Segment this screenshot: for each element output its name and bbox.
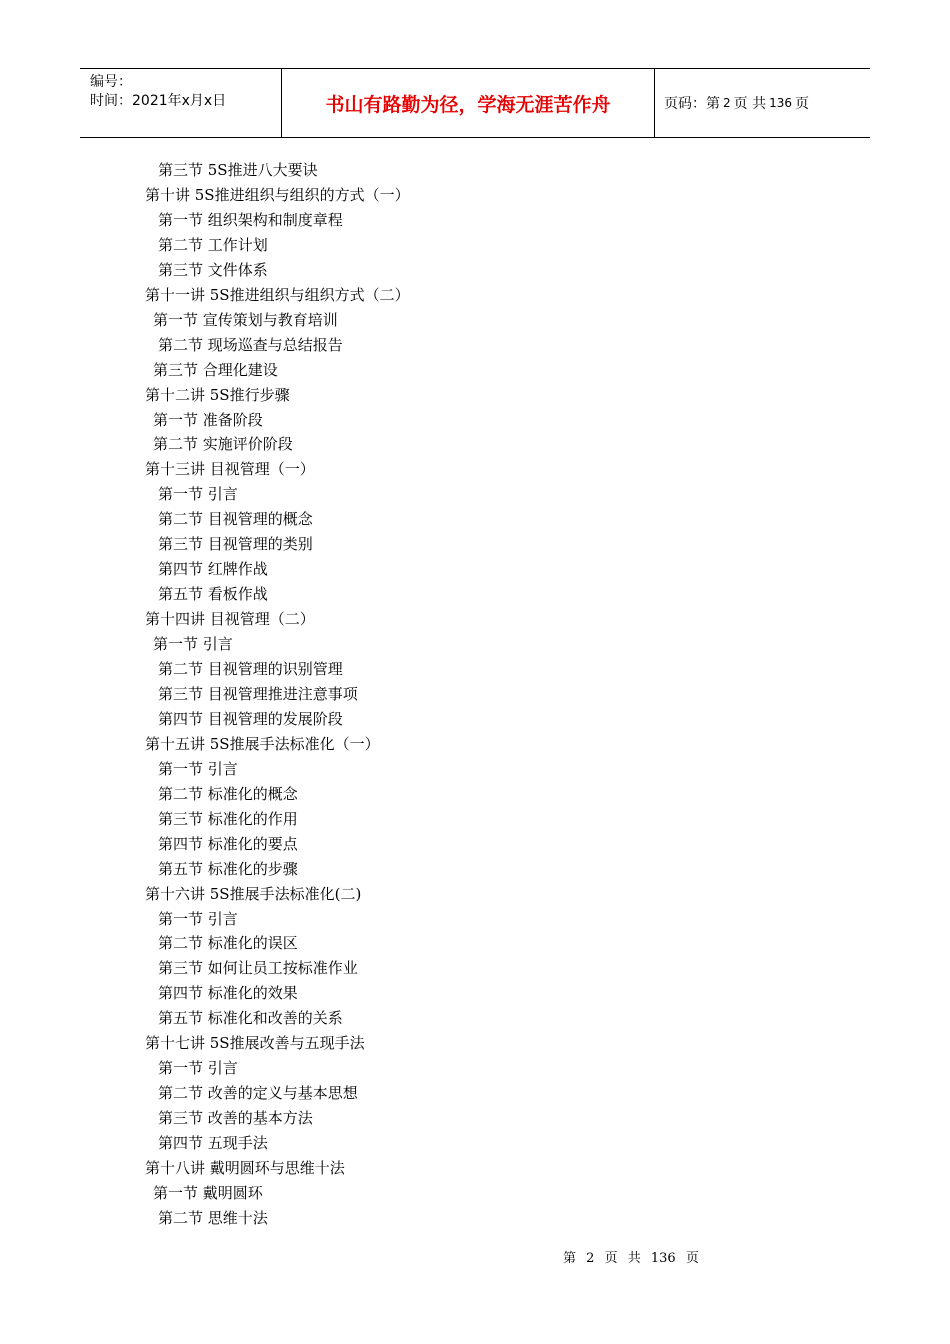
toc-section: 第四节 五现手法 bbox=[158, 1134, 268, 1153]
toc-section: 第二节 实施评价阶段 bbox=[153, 435, 293, 454]
page-suffix: 页 bbox=[795, 96, 809, 112]
page-footer bbox=[563, 1247, 705, 1266]
toc-section: 第三节 目视管理的类别 bbox=[158, 535, 313, 554]
toc-section: 第二节 现场巡查与总结报告 bbox=[158, 335, 343, 354]
toc-lecture: 第十六讲 5S推展手法标准化(二) bbox=[145, 884, 362, 903]
toc-section: 第四节 目视管理的发展阶段 bbox=[158, 709, 343, 728]
toc-section: 第一节 引言 bbox=[158, 909, 238, 928]
toc-section: 第一节 引言 bbox=[153, 635, 233, 654]
toc-lecture: 第十七讲 5S推展改善与五现手法 bbox=[145, 1034, 365, 1053]
footer-prefix: 第 bbox=[563, 1251, 577, 1266]
page-header bbox=[80, 68, 870, 138]
toc-section: 第四节 标准化的效果 bbox=[158, 984, 298, 1003]
toc-lecture: 第十一讲 5S推进组织与组织方式（二） bbox=[145, 285, 410, 304]
page-current: 2 bbox=[723, 96, 731, 110]
toc-section: 第三节 标准化的作用 bbox=[158, 809, 298, 828]
toc-section: 第二节 思维十法 bbox=[158, 1208, 268, 1227]
toc-section: 第三节 改善的基本方法 bbox=[158, 1109, 313, 1128]
toc-section: 第二节 目视管理的识别管理 bbox=[158, 660, 343, 678]
toc-section: 第四节 红牌作战 bbox=[158, 560, 268, 579]
footer-suffix: 页 bbox=[685, 1251, 699, 1266]
toc-section: 第三节 如何让员工按标准作业 bbox=[158, 959, 358, 978]
time-label: 时间：2021年x月x日 bbox=[90, 93, 227, 109]
toc-section: 第一节 引言 bbox=[158, 485, 238, 504]
toc-section: 第一节 戴明圆环 bbox=[153, 1183, 263, 1202]
header-divider bbox=[654, 69, 655, 137]
toc-section: 第二节 工作计划 bbox=[158, 235, 268, 254]
toc-section: 第一节 引言 bbox=[158, 759, 238, 778]
toc-section: 第三节 5S推进八大要诀 bbox=[158, 161, 318, 179]
toc-section: 第二节 标准化的概念 bbox=[158, 784, 298, 803]
number-label: 编号： bbox=[90, 74, 132, 90]
toc-section: 第五节 标准化的步骤 bbox=[158, 859, 298, 878]
toc-section: 第四节 标准化的要点 bbox=[158, 834, 298, 853]
toc-section: 第三节 文件体系 bbox=[158, 260, 268, 279]
page-prefix: 页码：第 bbox=[664, 96, 720, 112]
toc-lecture: 第十四讲 目视管理（二） bbox=[145, 610, 315, 629]
toc-section: 第五节 标准化和改善的关系 bbox=[158, 1009, 343, 1028]
footer-current: 2 bbox=[586, 1251, 595, 1266]
toc-section: 第一节 引言 bbox=[158, 1059, 238, 1078]
page-mid: 页 共 bbox=[733, 96, 767, 112]
toc-lecture: 第十五讲 5S推展手法标准化（一） bbox=[145, 734, 380, 753]
toc-section: 第一节 准备阶段 bbox=[153, 410, 263, 429]
toc-section: 第五节 看板作战 bbox=[158, 585, 268, 604]
toc-section: 第三节 合理化建设 bbox=[153, 360, 278, 379]
toc-section: 第二节 改善的定义与基本思想 bbox=[158, 1084, 358, 1103]
toc-lecture: 第十二讲 5S推行步骤 bbox=[145, 385, 290, 404]
header-meta bbox=[90, 73, 226, 111]
toc-section: 第一节 组织架构和制度章程 bbox=[158, 210, 343, 229]
header-page-info bbox=[664, 69, 809, 137]
toc-lecture: 第十讲 5S推进组织与组织的方式（一） bbox=[145, 185, 410, 204]
motto: 书山有路勤为径，学海无涯苦作舟 bbox=[325, 93, 611, 116]
footer-mid2: 共 bbox=[627, 1251, 641, 1266]
toc-section: 第三节 目视管理推进注意事项 bbox=[158, 684, 358, 703]
toc-section: 第二节 标准化的误区 bbox=[158, 934, 298, 953]
page-total: 136 bbox=[769, 96, 792, 110]
footer-total: 136 bbox=[650, 1251, 676, 1266]
toc-lecture: 第十八讲 戴明圆环与思维十法 bbox=[145, 1159, 345, 1177]
toc-section: 第一节 宣传策划与教育培训 bbox=[153, 310, 338, 329]
toc-lecture: 第十三讲 目视管理（一） bbox=[145, 460, 315, 479]
toc-section: 第二节 目视管理的概念 bbox=[158, 510, 313, 529]
footer-mid1: 页 bbox=[604, 1251, 618, 1266]
